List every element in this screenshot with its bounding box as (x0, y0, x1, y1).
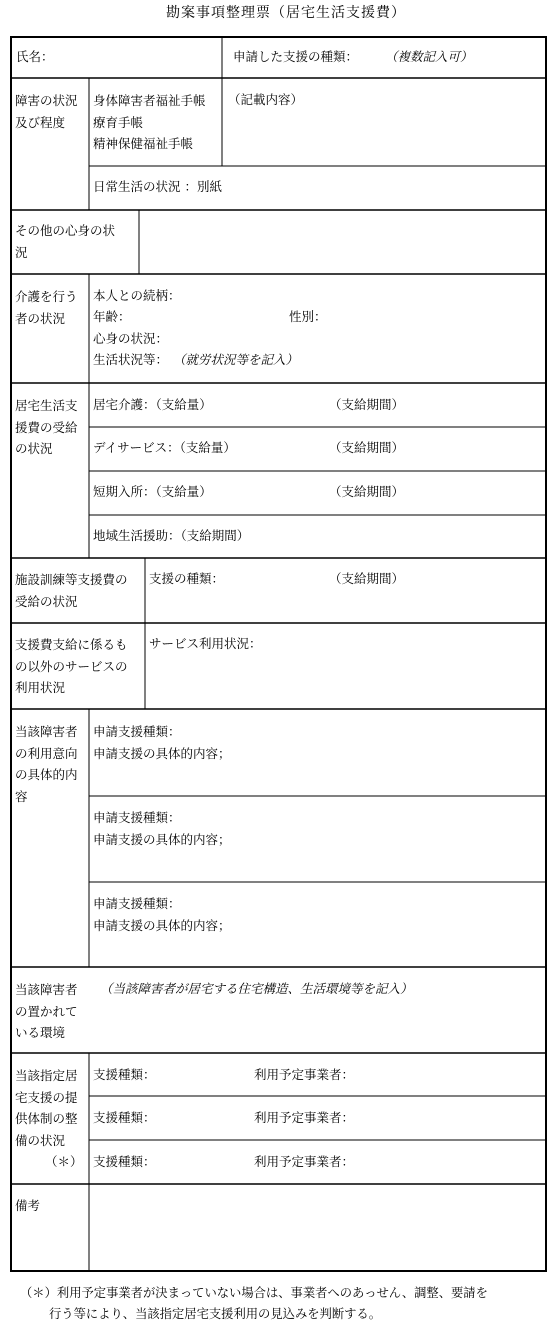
receipt-home-care-period: （支給期間） (329, 397, 405, 412)
life-label: 生活状況等： (93, 352, 169, 367)
receipt-label: 居宅生活支 援費の受給 の状況 (15, 398, 78, 456)
receipt-short-stay: 短期入所：（支給量） (93, 484, 212, 499)
receipt-day-service: デイサービス：（支給量） (93, 440, 236, 455)
handbook-rehab: 療育手帳 (93, 114, 144, 130)
receipt-community-support: 地域生活援助：（支給期間） (93, 528, 250, 543)
provision-mark: （＊） (45, 1154, 83, 1169)
page-title: 勘案事項整理票（居宅生活支援費） (166, 5, 406, 21)
age-label: 年齢： (93, 309, 131, 324)
remarks-label: 備考 (15, 1198, 41, 1213)
provision-label: 当該指定居 宅支援の提 供体制の整 備の状況 (15, 1068, 78, 1148)
support-type-label: 申請した支援の種類： (233, 49, 359, 64)
intent-block: 申請支援種類： 申請支援の具体的内容； (93, 724, 231, 761)
provision-type: 支援種類： (93, 1154, 156, 1169)
handbook-physical: 身体障害者福祉手帳 (93, 93, 206, 108)
provision-provider: 利用予定事業者： (254, 1154, 355, 1169)
environment-label: 当該障害者 の置かれて いる環境 (15, 982, 78, 1040)
caregiver-label: 介護を行う 者の状況 (15, 289, 78, 326)
facility-type: 支援の種類： (149, 571, 225, 586)
provision-provider: 利用予定事業者： (254, 1067, 355, 1082)
handbook-mental: 精神保健福祉手帳 (93, 136, 194, 151)
facility-label: 施設訓練等支援費の 受給の状況 (15, 572, 128, 609)
environment-note: （当該障害者が居宅する住宅構造、生活環境等を記入） (100, 981, 413, 996)
handbook-list (93, 90, 206, 155)
intent-block: 申請支援種類： 申請支援の具体的内容； (93, 810, 231, 847)
receipt-short-stay-period: （支給期間） (329, 484, 405, 499)
daily-life-status: 日常生活の状況 ：別紙 (93, 179, 222, 194)
service-usage: サービス利用状況： (149, 636, 262, 651)
intent-block: 申請支援種類： 申請支援の具体的内容； (93, 896, 231, 933)
receipt-day-service-period: （支給期間） (329, 440, 405, 455)
receipt-home-care: 居宅介護：（支給量） (93, 397, 212, 412)
support-type-note: （複数記入可） (385, 49, 473, 64)
relation-label: 本人との続柄： (93, 288, 181, 303)
condition-label: 心身の状況： (93, 331, 169, 346)
provision-type: 支援種類： (93, 1110, 156, 1125)
name-label: 氏名： (16, 49, 54, 64)
footnote-line-2: 行う等により、当該指定居宅支援利用の見込みを判断する。 (49, 1307, 382, 1321)
footnote-line-1: （＊）利用予定事業者が決まっていない場合は、事業者へのあっせん、調整、要請を (20, 1286, 488, 1300)
disability-label: 障害の状況 及び程度 (15, 93, 78, 130)
entry-content: （記載内容） (228, 92, 304, 107)
intent-label: 当該障害者 の利用意向 の具体的内 容 (15, 724, 78, 804)
provision-type: 支援種類： (93, 1067, 156, 1082)
other-condition-label: その他の心身の状 況 (15, 223, 116, 260)
other-service-label: 支援費支給に係るも の以外のサービスの 利用状況 (15, 637, 128, 695)
provision-provider: 利用予定事業者： (254, 1110, 355, 1125)
life-note: （就労状況等を記入） (173, 352, 299, 367)
facility-period: （支給期間） (329, 571, 405, 586)
sex-label: 性別： (289, 309, 327, 324)
